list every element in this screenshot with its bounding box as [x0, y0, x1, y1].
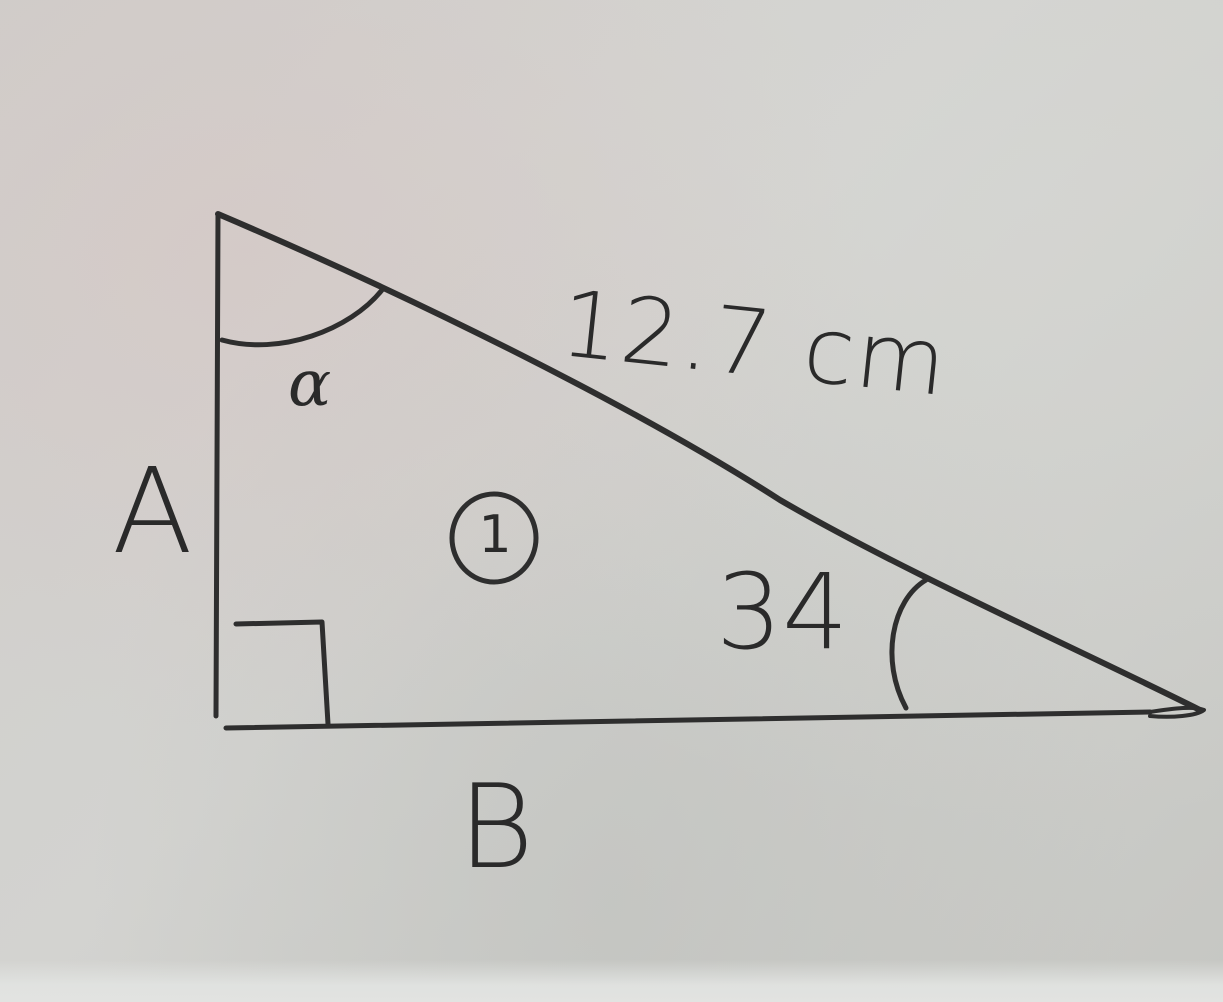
angle-34-label: 34 — [716, 551, 849, 673]
side-a-line — [216, 214, 218, 716]
side-b-label: B — [458, 760, 534, 895]
vertex-tip — [1150, 708, 1204, 717]
triangle-number-label: 1 — [478, 505, 512, 565]
alpha-angle-arc — [222, 290, 382, 345]
right-angle-marker — [236, 622, 328, 724]
side-a-label: A — [112, 442, 193, 580]
alpha-angle-label: α — [288, 347, 332, 421]
side-b-line — [226, 712, 1150, 728]
angle-34-arc — [892, 580, 926, 708]
paper-bottom-edge — [0, 960, 1223, 1002]
hypotenuse-label: 12.7 cm — [555, 270, 954, 418]
